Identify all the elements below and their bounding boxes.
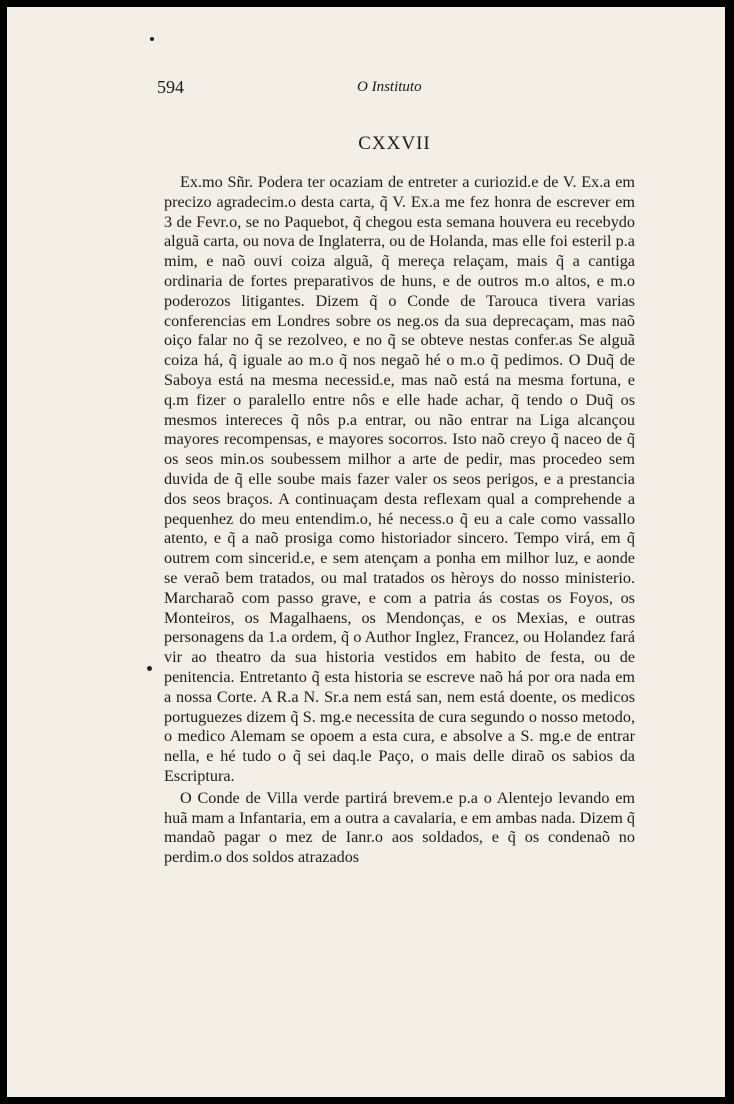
paragraph: Ex.mo Sñr. Podera ter ocaziam de entreter a curiozid.e de V. Ex.a em precizo agradecim.o desta carta, q̃ V. Ex.a me fez honra de escrever em 3 de Fevr.o, se no Paquebot, q̃ chegou esta semana houvera eu recebydo alguã carta, ou nova de Inglaterra, ou de Holanda, mas elle foi esteril p.a mim, e naõ ouvi coiza alguã, q̃ mereça relaçam, mais q̃ a cantiga ordinaria de fortes preparativos de huns, e de outros m.o altos, e m.o poderozos litigantes. Dizem q̃ o Conde de Tarouca tivera varias conferencias em Londres sobre os neg.os da sua deprecaçam, mas naõ oiço falar no q̃ se rezolveo, e no q̃ se obteve nestas confer.as Se alguã coiza há, q̃ iguale ao m.o q̃ nos negaõ hé o m.o q̃ pedimos. O Duq̃ de Saboya está na mesma necessid.e, mas naõ está na mesma fortuna, e q.m fizer o paralello entre nôs e elle hade achar, q̃ tendo o Duq̃ os mesmos intereces q̃ nôs p.a entrar, ou não entrar na Liga alcançou mayores recompensas, e mayores socorros. Isto naõ creyo q̃ naceo de q̃ os seos min.os soubessem milhor a arte de pedir, mas procedeo sem duvida de q̃ elle soube mais fazer valer os seos perigos, e a prestancia dos seos braços. A continuaçam desta reflexam qual a comprehende a pequenhez do meu entendim.o, hé necess.o q̃ eu a cale como vassallo atento, e q̃ a naõ prosiga como historiador sincero. Tempo virá, em q̃ outrem com sincerid.e, e sem atençam a ponha em milhor luz, e aonde se veraõ bem tratados, ou mal tratados os hèroys do nosso ministerio. Marcharaõ com passo grave, e com a patria ás costas os Foyos, os Monteiros, os Magalhaens, os Mendonças, e os Mexias, e outras personagens da 1.a ordem, q̃ o Author Inglez, Francez, ou Holandez fará vir ao theatro da sua historia vestidos em habito de festa, ou de penitencia. Entretanto q̃ esta historia se escreve naõ há por ora nada em a nossa Corte. A R.a N. Sr.a nem está san, nem está doente, os medicos portuguezes dizem q̃ S. mg.e necessita de cura segundo o nosso metodo, o medico Alemam se opoem a esta cura, e absolve a S. mg.e de entrar nella, e hé tudo o q̃ sei daq.le Paço, o mais delle diraõ os sabios da Escriptura. — [164, 173, 635, 785]
running-title: O Instituto — [357, 79, 422, 95]
ink-speck — [150, 37, 154, 41]
chapter-numeral: CXXVII — [358, 133, 431, 154]
paragraph: O Conde de Villa verde partirá brevem.e p.a o Alentejo levando em huã mam a Infantaria, em a outra a cavalaria, e em ambas nada. Dizem q̃ mandaõ pagar o mez de Ianr.o aos soldados, e q̃ os condenaõ no perdim.o dos soldos atrazados — [164, 788, 635, 867]
page-number: 594 — [157, 77, 184, 97]
page-header — [157, 77, 637, 101]
book-page — [7, 7, 725, 1097]
margin-mark — [147, 666, 152, 671]
letter-body — [164, 173, 635, 868]
